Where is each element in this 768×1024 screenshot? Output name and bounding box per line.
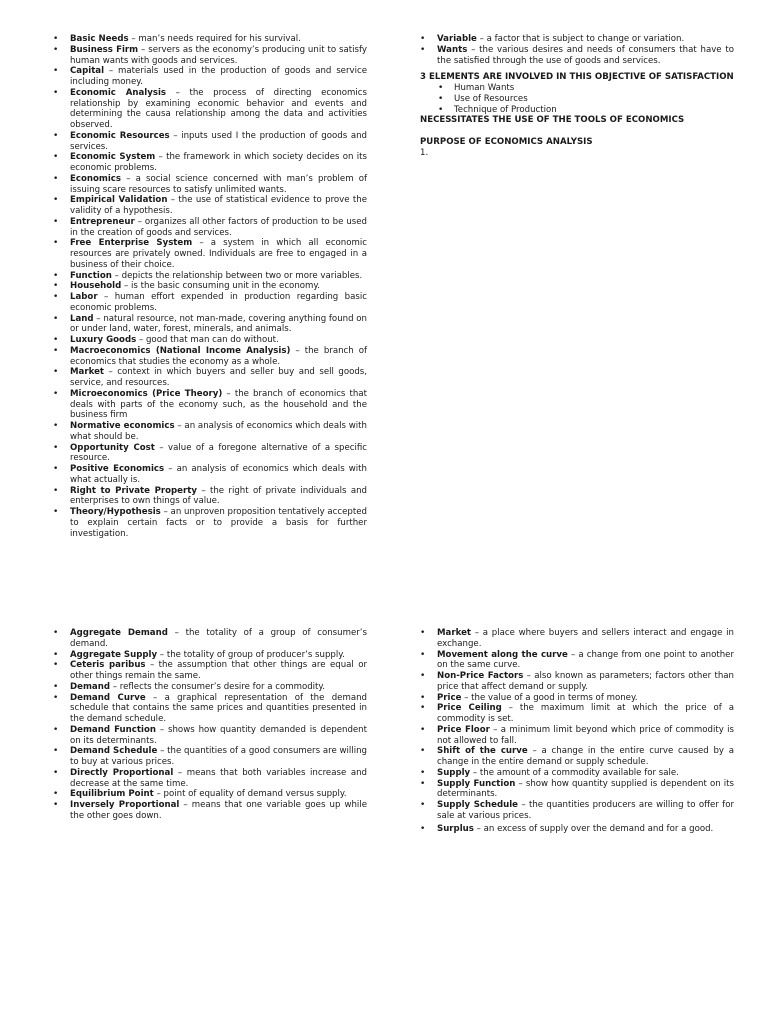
glossary-term: Price (437, 692, 462, 703)
glossary-term: Empirical Validation (70, 195, 168, 206)
glossary-definition: – context in which buyers and seller buy and sell goods, service, and resources. (70, 367, 367, 388)
glossary-term: Directly Proportional (70, 767, 174, 778)
glossary-definition: – a place where buyers and sellers interact and engage in exchange. (437, 628, 734, 649)
glossary-definition: – the framework in which society decides on its economic problems. (70, 152, 367, 173)
glossary-term: Movement along the curve (437, 649, 568, 660)
glossary-definition: – the assumption that other things are equal or other things remain the same. (70, 660, 367, 681)
glossary-definition: – natural resource, not man-made, covering anything found on or under land, water, forest, minerals, and animals. (70, 313, 367, 335)
glossary-entry (53, 174, 367, 196)
glossary-entry (53, 628, 367, 650)
glossary-entry (53, 152, 367, 174)
glossary-list (420, 34, 734, 66)
glossary-entry (53, 650, 367, 661)
element-item: • Technique of Production (420, 105, 734, 116)
glossary-definition: – is the basic consuming unit in the economy. (121, 281, 320, 292)
glossary-entry (53, 800, 367, 822)
glossary-term: Opportunity Cost (70, 442, 155, 453)
glossary-term: Market (437, 628, 472, 638)
glossary-term: Demand Schedule (70, 746, 158, 757)
glossary-definition: – materials used in the production of goods and service including money. (70, 66, 367, 87)
glossary-definition: – depicts the relationship between two or more variables. (111, 270, 363, 281)
glossary-term: Supply Schedule (437, 800, 519, 810)
glossary-term: Microeconomics (Price Theory) (70, 388, 223, 399)
glossary-term: Price Ceiling (437, 703, 502, 714)
glossary-entry (53, 682, 367, 693)
glossary-entry (53, 281, 367, 292)
glossary-definition: – a social science concerned with man’s problem of issuing scare resources to satisfy unlimited wants. (70, 173, 367, 195)
glossary-term: Basic Needs (70, 34, 129, 44)
glossary-definition: – the right of private individuals and enterprises to own things of value. (70, 485, 367, 507)
glossary-term: Non-Price Factors (437, 671, 524, 681)
glossary-definition: – show how quantity supplied is dependent on its determinants. (437, 778, 734, 800)
glossary-definition: – a change from one point to another on the same curve. (437, 649, 734, 671)
glossary-term: Economic System (70, 152, 156, 163)
glossary-definition: – man’s needs required for his survival. (128, 34, 301, 44)
glossary-term: Ceteris paribus (70, 660, 146, 671)
glossary-term: Shift of the curve (437, 746, 528, 757)
glossary-term: Demand (70, 681, 110, 692)
tools-heading: NECESSITATES THE USE OF THE TOOLS OF ECONOMICS (420, 115, 685, 126)
glossary-entry (420, 34, 734, 45)
elements-list (420, 83, 734, 115)
glossary-term: Demand Curve (70, 692, 146, 703)
glossary-list (53, 34, 367, 539)
glossary-term: Business Firm (70, 44, 139, 55)
glossary-definition: – a system in which all economic resources are privately owned. Individuals are free to engaged in a business of their choice. (70, 238, 367, 270)
glossary-entry (53, 238, 367, 270)
glossary-definition: – inputs used I the production of goods and services. (70, 130, 367, 152)
element-item: • Human Wants (420, 83, 734, 94)
glossary-definition: – an analysis of economics which deals with what should be. (70, 421, 367, 442)
glossary-entry (53, 314, 367, 336)
glossary-definition: – reflects the consumer’s desire for a commodity. (110, 681, 326, 692)
glossary-term: Economic Analysis (70, 87, 167, 98)
glossary-definition: – the quantities producers are willing to offer for sale at various prices. (437, 800, 734, 821)
glossary-term: Capital (70, 66, 105, 77)
glossary-entry (53, 88, 367, 131)
glossary-entry (420, 768, 734, 779)
glossary-column-2 (420, 34, 734, 158)
glossary-entry (53, 367, 367, 389)
glossary-definition: – organizes all other factors of production to be used in the creation of goods and services. (70, 216, 367, 238)
purpose-heading: PURPOSE OF ECONOMICS ANALYSIS (420, 136, 593, 147)
glossary-entry (420, 779, 734, 801)
glossary-definition: – good that man can do without. (136, 335, 279, 345)
glossary-term: Demand Function (70, 724, 156, 735)
glossary-entry (53, 768, 367, 790)
glossary-term: Macroeconomics (National Income Analysis) (70, 345, 291, 356)
glossary-column-3 (53, 628, 367, 822)
glossary-entry (53, 346, 367, 368)
glossary-definition: – shows how quantity demanded is dependent on its determinants. (70, 724, 367, 746)
glossary-entry (53, 507, 367, 539)
glossary-term: Theory/Hypothesis (70, 507, 161, 517)
glossary-definition: – the use of statistical evidence to prove the validity of a hypothesis. (70, 195, 367, 216)
glossary-term: Supply Function (437, 778, 516, 789)
glossary-term: Inversely Proportional (70, 800, 180, 810)
glossary-list (53, 628, 367, 822)
glossary-term: Economics (70, 173, 122, 184)
glossary-definition: – value of a foregone alternative of a specific resource. (70, 442, 367, 464)
glossary-entry (420, 671, 734, 693)
glossary-entry (53, 389, 367, 421)
glossary-definition: – an analysis of economics which deals with what actually is. (70, 464, 367, 485)
spacer (420, 126, 734, 137)
glossary-term: Aggregate Supply (70, 649, 158, 660)
glossary-definition: – a graphical representation of the demand schedule that contains the same prices and quantities presented in the demand schedule. (70, 692, 367, 724)
glossary-entry (420, 45, 734, 67)
numbered-item: 1. (420, 147, 429, 158)
glossary-entry (53, 421, 367, 443)
glossary-entry (420, 725, 734, 747)
glossary-entry (420, 824, 734, 835)
glossary-definition: – the branch of economics that deals with parts of the economy such, as the household and the business firm (70, 388, 367, 421)
glossary-definition: – an unproven proposition tentatively accepted to explain certain facts or to provide a basis for further investigation. (70, 507, 367, 539)
glossary-entry (53, 66, 367, 88)
glossary-entry (53, 292, 367, 314)
glossary-definition: – an excess of supply over the demand and for a good. (473, 823, 714, 834)
glossary-definition: – the totality of group of producer’s supply. (157, 649, 345, 660)
glossary-term: Function (70, 270, 112, 281)
glossary-entry (53, 693, 367, 725)
glossary-definition: – the value of a good in terms of money. (461, 692, 638, 703)
glossary-entry (53, 464, 367, 486)
element-item: • Use of Resources (420, 94, 734, 105)
glossary-term: Free Enterprise System (70, 238, 193, 249)
glossary-entry (53, 335, 367, 346)
glossary-definition: – servers as the economy’s producing unit to satisfy human wants with goods and services. (70, 44, 367, 66)
glossary-definition: – the quantities of a good consumers are willing to buy at various prices. (70, 746, 367, 767)
glossary-list (420, 628, 734, 834)
glossary-entry (53, 217, 367, 239)
glossary-entry (53, 34, 367, 45)
glossary-entry (53, 746, 367, 768)
glossary-definition: – a minimum limit beyond which price of commodity is not allowed to fall. (437, 724, 735, 746)
glossary-term: Right to Private Property (70, 485, 197, 496)
glossary-term: Household (70, 281, 122, 292)
glossary-definition: – also known as parameters; factors other than price that affect demand or supply. (437, 671, 734, 692)
glossary-definition: – a factor that is subject to change or variation. (476, 34, 685, 44)
glossary-term: Supply (437, 767, 471, 778)
glossary-definition: – means that both variables increase and decrease at the same time. (70, 767, 367, 789)
glossary-term: Labor (70, 292, 98, 302)
elements-heading: 3 ELEMENTS ARE INVOLVED IN THIS OBJECTIVE OF SATISFACTION (420, 72, 734, 83)
glossary-definition: – the various desires and needs of consumers that have to the satisfied through the use of goods and services. (437, 44, 734, 66)
glossary-definition: – the amount of a commodity available for sale. (470, 767, 679, 778)
glossary-entry (420, 650, 734, 672)
glossary-entry (53, 131, 367, 153)
glossary-entry (53, 660, 367, 682)
glossary-column-4 (420, 628, 734, 834)
glossary-term: Land (70, 313, 94, 324)
glossary-entry (53, 195, 367, 217)
glossary-entry (53, 271, 367, 282)
glossary-term: Normative economics (70, 421, 175, 431)
glossary-term: Market (70, 367, 105, 378)
glossary-entry (420, 800, 734, 822)
glossary-term: Equilibrium Point (70, 789, 154, 800)
glossary-definition: – the branch of economics that studies the economy as a whole. (70, 345, 368, 367)
glossary-definition: – a change in the entire curve caused by a change in the entire demand or supply schedule. (437, 746, 735, 767)
glossary-definition: – means that one variable goes up while the other goes down. (70, 800, 367, 821)
glossary-entry (420, 746, 734, 768)
glossary-entry (53, 725, 367, 747)
glossary-entry (53, 789, 367, 800)
glossary-term: Price Floor (437, 724, 490, 735)
glossary-definition: – the totality of a group of consumer’s demand. (70, 628, 368, 649)
glossary-term: Surplus (437, 823, 474, 834)
glossary-term: Entrepreneur (70, 216, 135, 227)
glossary-entry (53, 45, 367, 67)
glossary-entry (420, 703, 734, 725)
glossary-definition: – human effort expended in production regarding basic economic problems. (70, 292, 367, 313)
glossary-term: Wants (437, 44, 468, 55)
glossary-definition: – point of equality of demand versus supply. (153, 789, 347, 800)
glossary-definition: – the process of directing economics relationship by examining economic behavior and events and determining the causa relationship among the data and activities observed. (70, 87, 368, 130)
glossary-entry (53, 443, 367, 465)
glossary-term: Positive Economics (70, 464, 165, 474)
glossary-definition: – the maximum limit at which the price of a commodity is set. (437, 703, 734, 724)
glossary-entry (420, 628, 734, 650)
glossary-term: Luxury Goods (70, 335, 137, 345)
glossary-entry (53, 486, 367, 508)
glossary-entry (420, 693, 734, 704)
glossary-column-1 (53, 34, 367, 539)
glossary-term: Economic Resources (70, 130, 170, 141)
glossary-term: Aggregate Demand (70, 628, 168, 638)
glossary-term: Variable (437, 34, 477, 44)
